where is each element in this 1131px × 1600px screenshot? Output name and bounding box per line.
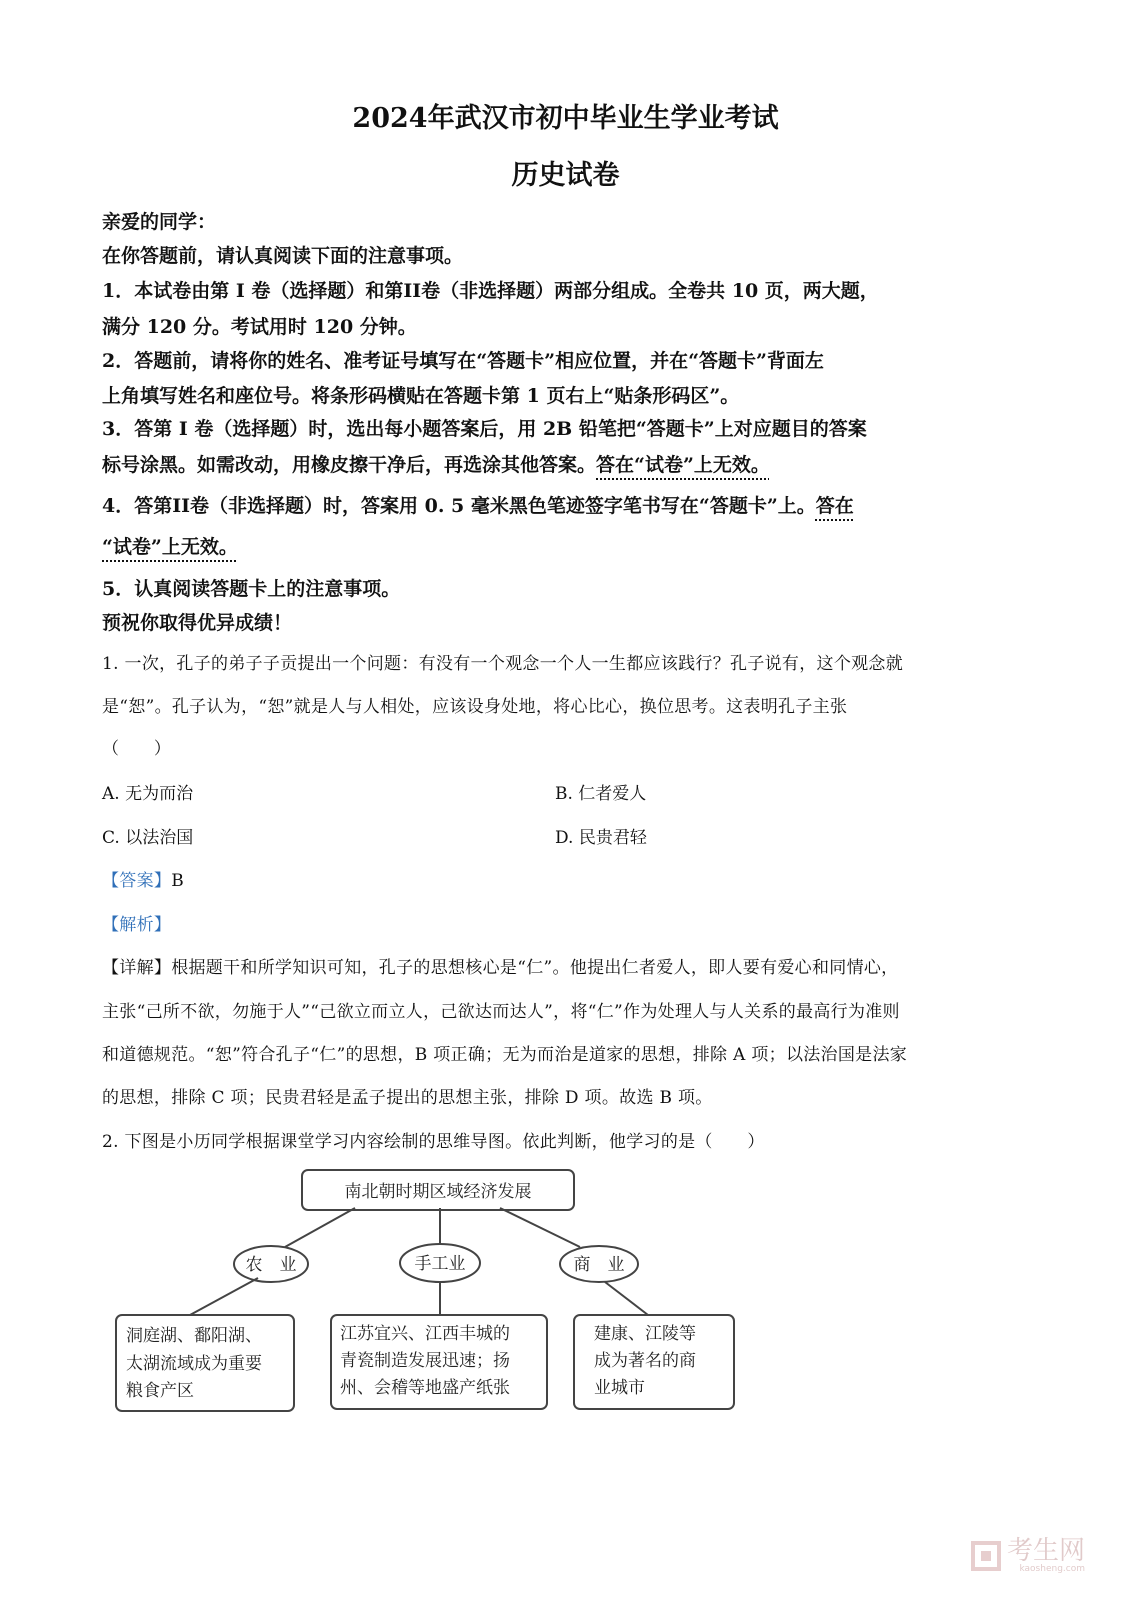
exam-title: 2024年武汉市初中毕业生学业考试: [352, 103, 779, 134]
commerce-text-2: 成为著名的商: [594, 1351, 696, 1371]
q1-answer: [102, 866, 184, 891]
instruction-4-text: 4．答第II卷（非选择题）时，答案用 0. 5 毫米黑色笔迹签字笔书写在“答题卡”上。: [102, 495, 816, 517]
connector-agriculture-box: [190, 1278, 258, 1315]
instruction-4-emphasis-1: 答在: [815, 495, 854, 517]
root-node-label: 南北朝时期区域经济发展: [344, 1182, 532, 1202]
instruction-5: 5．认真阅读答题卡上的注意事项。: [102, 578, 401, 600]
branch-node-agriculture: [234, 1246, 308, 1282]
q1-stem-line2: 是“恕”。孔子认为，“恕”就是人与人相处，应该设身处地，将心比心，换位思考。这表明孔子主张: [102, 697, 848, 717]
detail-label: 【详解】: [102, 958, 172, 978]
agriculture-text-3: 粮食产区: [126, 1381, 194, 1401]
leaf-box-handicraft: [331, 1315, 547, 1409]
instruction-3-line1: 3．答第 I 卷（选择题）时，选出每小题答案后，用 2B 铅笔把“答题卡”上对应题目的答案: [102, 418, 867, 440]
detail-text-1: 根据题干和所学知识可知，孔子的思想核心是“仁”。他提出仁者爱人，即人要有爱心和同情心，: [171, 958, 899, 978]
handicraft-text-1: 江苏宜兴、江西丰城的: [340, 1324, 510, 1344]
branch-node-commerce: [560, 1246, 638, 1282]
instruction-3-text: 标号涂黑。如需改动，用橡皮擦干净后，再选涂其他答案。: [102, 454, 597, 476]
root-node-box: [302, 1170, 574, 1210]
answer-value: B: [171, 871, 184, 891]
instruction-1-line1: 1．本试卷由第 I 卷（选择题）和第II卷（非选择题）两部分组成。全卷共 10 页，两大题，: [102, 280, 879, 302]
connector-root-agriculture: [285, 1208, 355, 1247]
analysis-label: 【解析】: [102, 915, 172, 935]
instructions-intro: 在你答题前，请认真阅读下面的注意事项。: [102, 245, 464, 267]
handicraft-text-3: 州、会稽等地盛产纸张: [340, 1378, 510, 1398]
instruction-4-line2: [102, 532, 238, 559]
q1-stem-line1: 1. 一次，孔子的弟子子贡提出一个问题：有没有一个观念一个人一生都应该践行？孔子说有，这个观念就: [102, 654, 904, 674]
handicraft-label: 手工业: [414, 1254, 466, 1274]
instruction-3-emphasis: 答在“试卷”上无效。: [596, 454, 770, 476]
connector-commerce-box: [605, 1282, 648, 1315]
q1-stem-line3: （ ）: [102, 739, 172, 759]
greeting: 亲爱的同学：: [102, 211, 217, 233]
instruction-2-line1: 2．答题前，请将你的姓名、准考证号填写在“答题卡”相应位置，并在“答题卡”背面左: [102, 350, 824, 372]
exam-subtitle: 历史试卷: [511, 160, 620, 191]
watermark-logo: [971, 1538, 1085, 1574]
commerce-text-1: 建康、江陵等: [594, 1324, 696, 1344]
answer-label: 【答案】: [102, 871, 172, 891]
agriculture-label: 农 业: [245, 1255, 297, 1275]
watermark-domain: kaosheng.com: [1019, 1564, 1085, 1574]
good-luck-message: 预祝你取得优异成绩！: [102, 612, 293, 634]
agriculture-text-1: 洞庭湖、鄱阳湖、: [126, 1326, 262, 1346]
watermark-brand: 考生网: [1006, 1536, 1085, 1566]
handicraft-text-2: 青瓷制造发展迅速；扬: [340, 1351, 510, 1371]
q1-detail-line4: 的思想，排除 C 项；民贵君轻是孟子提出的思想主张，排除 D 项。故选 B 项。: [102, 1088, 713, 1108]
q2-stem: 2. 下图是小历同学根据课堂学习内容绘制的思维导图。依此判断，他学习的是（ ）: [102, 1132, 765, 1152]
agriculture-text-2: 太湖流域成为重要: [126, 1354, 262, 1374]
q1-option-b: B. 仁者爱人: [555, 784, 647, 804]
commerce-label: 商 业: [573, 1255, 625, 1275]
q1-option-d: D. 民贵君轻: [555, 828, 647, 848]
q1-detail-line3: 和道德规范。“恕”符合孔子“仁”的思想，B 项正确；无为而治是道家的思想，排除 A 项；以法治国是法家: [102, 1045, 908, 1065]
watermark-icon: [971, 1541, 1001, 1571]
leaf-box-agriculture: [116, 1315, 294, 1411]
instruction-1-line2: 满分 120 分。考试用时 120 分钟。: [102, 316, 417, 338]
commerce-text-3: 业城市: [594, 1378, 645, 1398]
q1-option-a: A. 无为而治: [102, 784, 194, 804]
q1-detail-line1: [102, 953, 898, 978]
connector-root-commerce: [500, 1208, 580, 1247]
instruction-3-line2: [102, 450, 770, 477]
q1-option-c: C. 以法治国: [102, 828, 194, 848]
instruction-2-line2: 上角填写姓名和座位号。将条形码横贴在答题卡第 1 页右上“贴条形码区”。: [102, 385, 740, 407]
instruction-4-line1: [102, 491, 854, 518]
branch-node-handicraft: [400, 1244, 480, 1282]
q1-detail-line2: 主张“己所不欲，勿施于人”“己欲立而立人，己欲达而达人”，将“仁”作为处理人与人关系的最高行为准则: [102, 1002, 900, 1022]
leaf-box-commerce: [574, 1315, 734, 1409]
instruction-4-emphasis-2: “试卷”上无效。: [102, 536, 238, 558]
